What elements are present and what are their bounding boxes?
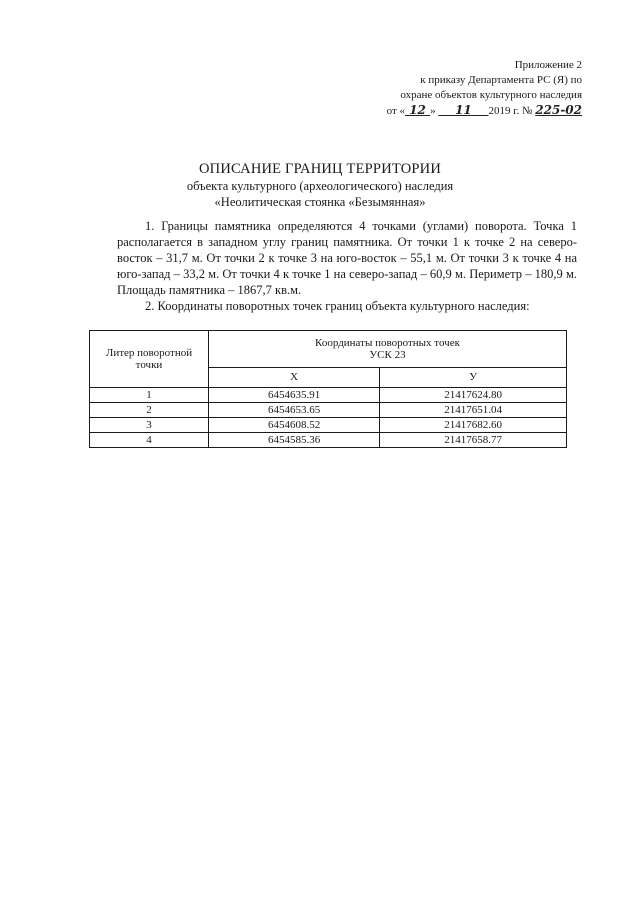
header-x: Х	[209, 367, 380, 387]
header-coordinates-line1: Координаты поворотных точек	[315, 336, 460, 349]
cell-y: 21417651.04	[380, 403, 567, 418]
coordinates-table	[89, 330, 567, 448]
date-mid: »	[430, 105, 436, 117]
table-row	[90, 388, 567, 403]
appendix-line-3: охране объектов культурного наследия	[400, 89, 582, 101]
cell-x: 6454653.65	[209, 403, 380, 418]
header-coordinates-line2: УСК 23	[369, 348, 406, 361]
document-subtitle-2: «Неолитическая стоянка «Безымянная»	[214, 195, 426, 209]
header-y: У	[380, 367, 567, 387]
date-month: 11	[455, 103, 472, 117]
cell-x: 6454635.91	[209, 388, 380, 403]
paragraph-coordinates: 2. Координаты поворотных точек границ объекта культурного наследия:	[145, 299, 530, 313]
title-block	[100, 160, 540, 210]
cell-y: 21417682.60	[380, 418, 567, 433]
cell-x: 6454585.36	[209, 433, 380, 448]
date-prefix: от «	[386, 105, 406, 117]
cell-point: 1	[90, 388, 209, 403]
cell-y: 21417658.77	[380, 433, 567, 448]
body-text	[117, 218, 577, 314]
header-coordinates	[209, 331, 567, 368]
cell-x: 6454608.52	[209, 418, 380, 433]
cell-y: 21417624.80	[380, 388, 567, 403]
document-subtitle-1: объекта культурного (археологического) наследия	[186, 179, 454, 193]
cell-point: 2	[90, 403, 209, 418]
date-day: 12	[409, 103, 426, 117]
paragraph-boundaries: 1. Границы памятника определяются 4 точками (углами) поворота. Точка 1 располагается в западном углу границ памятника. От точки 1 к точке 2 на северо-восток – 31,7 м. От точки 2 к точке 3 на юго-восток – 55,1 м. От точки 3 к точке 4 на юго-запад – 33,2 м. От точки 4 к точке 1 на северо-запад – 60,9 м. Периметр – 180,9 м. Площадь памятника – 1867,7 кв.м.	[117, 219, 577, 297]
appendix-line-2: к приказу Департамента РС (Я) по	[420, 74, 582, 86]
order-number: 225-02	[535, 103, 582, 117]
date-year: 2019 г. №	[488, 105, 533, 117]
document-title: ОПИСАНИЕ ГРАНИЦ ТЕРРИТОРИИ	[198, 161, 442, 177]
table-row	[90, 433, 567, 448]
table-row	[90, 418, 567, 433]
appendix-date-line	[352, 103, 582, 119]
appendix-line-1: Приложение 2	[514, 59, 582, 71]
cell-point: 4	[90, 433, 209, 448]
appendix-header	[352, 58, 582, 119]
cell-point: 3	[90, 418, 209, 433]
header-point-letter: Литер поворотной точки	[90, 331, 209, 388]
table-row	[90, 403, 567, 418]
